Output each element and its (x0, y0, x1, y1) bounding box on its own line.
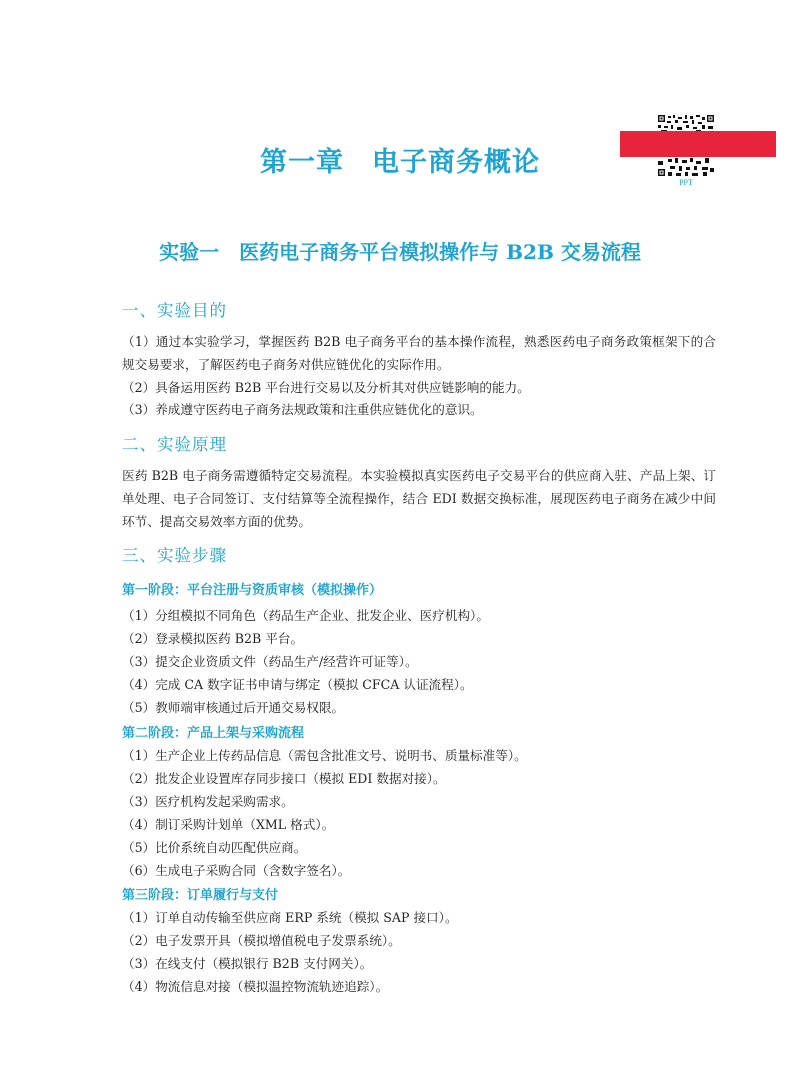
list-item: （5）教师端审核通过后开通交易权限。 (122, 700, 345, 715)
list-item: （1）生产企业上传药品信息（需包含批准文号、说明书、质量标准等）。 (122, 748, 527, 763)
list-item: （1）分组模拟不同角色（药品生产企业、批发企业、医疗机构）。 (122, 608, 489, 623)
list-item: （6）生成电子采购合同（含数字签名）。 (122, 863, 351, 878)
list-item: （2）批发企业设置库存同步接口（模拟 EDI 数据对接）。 (122, 771, 446, 786)
principle-paragraph (122, 464, 716, 533)
list-item: （3）在线支付（模拟银行 B2B 支付网关）。 (122, 956, 373, 971)
purpose-paragraph-2: （2）具备运用医药 B2B 平台进行交易以及分析其对供应链影响的能力。 (122, 380, 530, 395)
stage2-list (122, 744, 722, 882)
list-item: （4）物流信息对接（模拟温控物流轨迹追踪）。 (122, 979, 389, 994)
principle-text: 医药 B2B 电子商务需遵循特定交易流程。本实验模拟真实医药电子交易平台的供应商入驻、产品上架、订单处理、电子合同签订、支付结算等全流程操作，结合 EDI 数据交换标准，展现医药电子商务在减少中间环节、提高交易效率方面的优势。 (122, 468, 716, 529)
chapter-title: 第一章 电子商务概论 (260, 147, 540, 178)
list-item: （5）比价系统自动匹配供应商。 (122, 840, 307, 855)
stage2-title: 第二阶段：产品上架与采购流程 (122, 726, 305, 741)
list-item: （1）订单自动传输至供应商 ERP 系统（模拟 SAP 接口）。 (122, 910, 458, 925)
stage3-list (122, 906, 722, 998)
stage3-title: 第三阶段：订单履行与支付 (122, 888, 279, 903)
ppt-label: PPT (679, 178, 693, 187)
list-item: （2）登录模拟医药 B2B 平台。 (122, 631, 304, 646)
list-item: （4）制订采购计划单（XML 格式）。 (122, 817, 335, 832)
list-item: （4）完成 CA 数字证书申请与绑定（模拟 CFCA 认证流程）。 (122, 677, 473, 692)
stage1-list (122, 604, 722, 719)
section-principle-heading: 二、实验原理 (122, 435, 227, 454)
list-item: （3）提交企业资质文件（药品生产/经营许可证等）。 (122, 654, 418, 669)
section-steps-heading: 三、实验步骤 (122, 546, 227, 565)
experiment-title: 实验一 医药电子商务平台模拟操作与 B2B 交易流程 (159, 240, 641, 264)
stage1-title: 第一阶段：平台注册与资质审核（模拟操作） (122, 583, 383, 598)
red-band (620, 131, 776, 157)
qr-code-icon (658, 158, 714, 176)
list-item: （3）医疗机构发起采购需求。 (122, 794, 294, 809)
section-purpose-heading: 一、实验目的 (122, 301, 227, 320)
purpose-paragraph-1: （1）通过本实验学习，掌握医药 B2B 电子商务平台的基本操作流程，熟悉医药电子商务政策框架下的合规交易要求，了解医药电子商务对供应链优化的实际作用。 (122, 334, 716, 372)
list-item: （2）电子发票开具（模拟增值税电子发票系统）。 (122, 933, 401, 948)
purpose-paragraph-3: （3）养成遵守医药电子商务法规政策和注重供应链优化的意识。 (122, 402, 483, 417)
